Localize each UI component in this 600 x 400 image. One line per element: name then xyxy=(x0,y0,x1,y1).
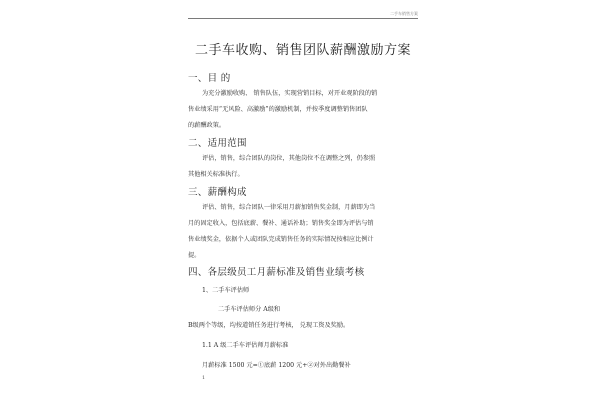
paragraph-line: 月薪标准 1500 元=①底薪 1200 元+②对外出勤餐补 xyxy=(202,362,351,369)
paragraph-line: 提。 xyxy=(188,252,201,259)
section-heading-purpose: 一、目 的 xyxy=(188,73,231,84)
section-heading-compensation: 三、薪酬构成 xyxy=(188,187,247,198)
paragraph-line: 评估，销售，综合团队的岗位，其他岗位不在调整之列，仍参照 xyxy=(202,155,376,162)
paragraph-line: 二手车评估师分 A级和 xyxy=(218,306,281,313)
page-number: 1 xyxy=(202,375,206,381)
section-body-salary-standards xyxy=(188,283,418,374)
paragraph-line: 的薪酬政策。 xyxy=(188,122,226,129)
paragraph-line: 1.1 A 级二手车评估师月薪标准 xyxy=(202,342,289,349)
section-heading-salary-standards: 四、各层级员工月薪标准及销售业绩考核 xyxy=(188,267,365,278)
paragraph-line: 售业绩采用“无风险、高激励”的激励机制，并按季度调整销售团队 xyxy=(188,106,368,113)
document-page xyxy=(188,0,418,400)
paragraph-line: 1、二手车评估师 xyxy=(202,287,250,294)
paragraph-line: 为充分激励收购、 销售队伍，实现营销目标，对开业观阶段的销 xyxy=(202,90,378,97)
section-body-purpose xyxy=(188,86,418,134)
section-heading-scope: 二、适用范围 xyxy=(188,138,247,149)
paragraph-line: 月的固定收入，包括底薪、餐补、通话补助；销售奖金即为评估与销 xyxy=(188,220,374,227)
section-body-scope xyxy=(188,151,418,183)
paragraph-line: 售业绩奖金，依据个人或团队完成销售任务的实际情况按相应比例计 xyxy=(188,236,374,243)
paragraph-line: 评估、销售，综合团队一律采用月薪加销售奖金制，月薪即为当 xyxy=(202,204,376,211)
document-title: 二手车收购、销售团队薪酬激励方案 xyxy=(194,43,411,58)
section-body-compensation xyxy=(188,200,418,264)
header-note: 二手车销售方案 xyxy=(390,11,418,16)
paragraph-line: 其他相关标准执行。 xyxy=(188,171,244,178)
paragraph-line: B级两个等级，均按道销任务进行考核， 兑现工资及奖励。 xyxy=(188,322,350,329)
header-rule xyxy=(188,18,418,19)
